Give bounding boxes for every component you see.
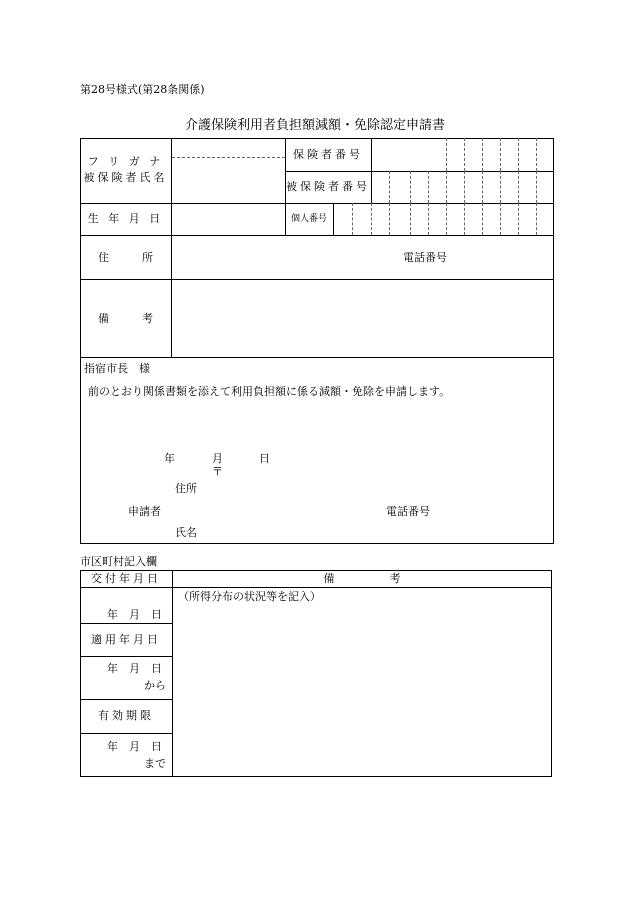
apply-date-value: 年 月 日 (107, 662, 162, 675)
form-title: 介護保険利用者負担額減額・免除認定申請書 (184, 118, 445, 133)
insurer-number-label: 保険者番号 (293, 148, 363, 161)
birth-date-label: 生 年 月 日 (87, 212, 164, 225)
applicant-phone-label: 電話番号 (386, 505, 430, 518)
insured-name-field[interactable] (172, 158, 285, 203)
apply-date-label: 適用年月日 (91, 633, 161, 646)
birth-date-field[interactable] (172, 204, 285, 235)
application-month-label: 月 (212, 452, 223, 465)
personal-number-label: 個人番号 (290, 214, 327, 224)
application-year-label: 年 (164, 452, 175, 465)
issue-date-value: 年 月 日 (107, 608, 162, 621)
valid-period-label: 有効期限 (98, 709, 154, 722)
remarks-label: 備 考 (98, 312, 153, 325)
application-statement: 前のとおり関係書類を添えて利用負担額に係る減額・免除を申請します。 (88, 385, 451, 398)
insurer-number-field[interactable] (372, 139, 554, 171)
issue-date-label: 交付年月日 (91, 572, 161, 585)
form-number: 第28号様式(第28条関係) (80, 83, 205, 96)
addressee: 指宿市長 様 (84, 362, 150, 375)
postal-mark: 〒 (212, 465, 223, 478)
remarks-field[interactable] (172, 280, 554, 358)
address-label: 住 所 (98, 251, 153, 264)
application-day-label: 日 (259, 452, 270, 465)
municipal-remarks-label: 備 考 (323, 572, 401, 585)
furigana-field[interactable] (172, 139, 285, 157)
municipal-remarks-field[interactable] (173, 604, 551, 776)
furigana-label: フ リ ガ ナ (87, 155, 164, 168)
address-field[interactable] (172, 236, 554, 279)
insured-number-label: 被保険者番号 (286, 180, 370, 193)
personal-number-field[interactable] (334, 204, 554, 235)
applicant-name-label: 氏名 (175, 526, 197, 539)
valid-date-value: 年 月 日 (107, 740, 162, 753)
insured-number-field[interactable] (372, 172, 554, 203)
applicant-address-label: 住所 (175, 482, 197, 495)
from-label: から (144, 679, 166, 692)
until-label: まで (144, 757, 166, 770)
applicant-label: 申請者 (128, 505, 161, 518)
municipal-section-title: 市区町村記入欄 (80, 555, 157, 568)
phone-label: 電話番号 (403, 251, 447, 264)
insured-name-label: 被保険者氏名 (83, 171, 168, 184)
municipal-remarks-note: （所得分布の状況等を記入） (178, 590, 321, 603)
